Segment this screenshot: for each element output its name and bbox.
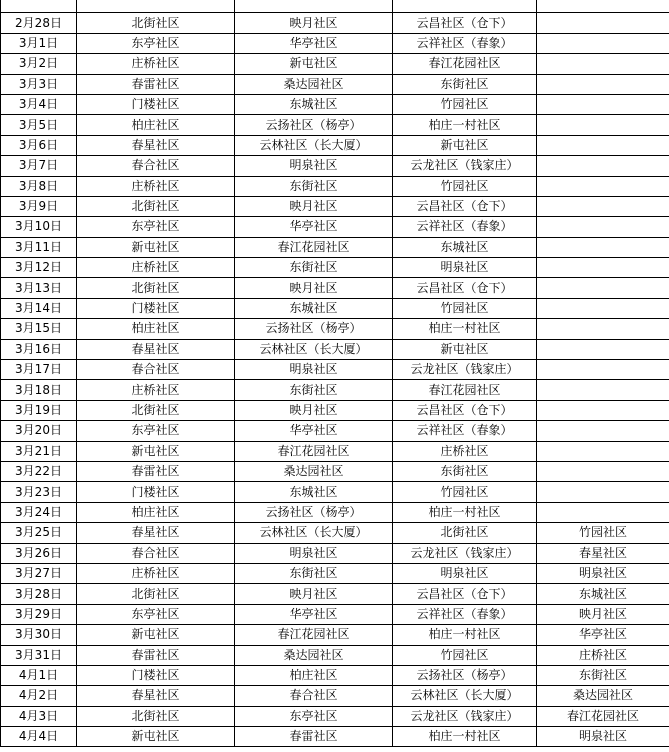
community-cell-2: 华亭社区 — [235, 217, 393, 237]
date-cell: 3月4日 — [1, 94, 77, 114]
community-cell-2: 东城社区 — [235, 298, 393, 318]
community-cell-2: 云扬社区（杨亭） — [235, 502, 393, 522]
community-cell-4: 竹园社区 — [537, 523, 669, 543]
community-cell-3: 柏庄一村社区 — [393, 115, 537, 135]
community-cell-4 — [537, 115, 669, 135]
community-cell-4 — [537, 502, 669, 522]
date-cell: 3月8日 — [1, 176, 77, 196]
community-cell-3: 云昌社区（仓下） — [393, 196, 537, 216]
community-cell-1: 庄桥社区 — [77, 380, 235, 400]
date-cell: 3月12日 — [1, 258, 77, 278]
date-cell: 3月27日 — [1, 563, 77, 583]
community-cell-2: 桑达园社区 — [235, 645, 393, 665]
community-cell-2: 柏庄社区 — [235, 665, 393, 685]
community-cell-1: 新屯社区 — [77, 727, 235, 747]
community-cell-4 — [537, 319, 669, 339]
community-cell-2: 华亭社区 — [235, 33, 393, 53]
table-row — [1, 298, 669, 318]
date-cell: 3月9日 — [1, 196, 77, 216]
community-cell-4: 东街社区 — [537, 665, 669, 685]
community-cell-3: 云龙社区（钱家庄） — [393, 706, 537, 726]
community-cell-4 — [537, 74, 669, 94]
table-row — [1, 727, 669, 747]
community-cell-4: 映月社区 — [537, 604, 669, 624]
community-cell-4 — [537, 94, 669, 114]
community-cell-3: 柏庄一村社区 — [393, 625, 537, 645]
date-cell: 3月7日 — [1, 156, 77, 176]
table-row — [1, 625, 669, 645]
community-cell-3: 柏庄一村社区 — [393, 502, 537, 522]
community-cell-3: 竹园社区 — [393, 176, 537, 196]
date-cell: 3月2日 — [1, 54, 77, 74]
community-cell-2: 东城社区 — [235, 482, 393, 502]
community-cell-4 — [537, 298, 669, 318]
community-cell-2: 云林社区（长大厦） — [235, 523, 393, 543]
community-cell-1: 门楼社区 — [77, 94, 235, 114]
community-cell-4: 东城社区 — [537, 584, 669, 604]
community-cell-4 — [537, 461, 669, 481]
community-cell-1: 北街社区 — [77, 400, 235, 420]
community-cell-3: 春江花园社区 — [393, 380, 537, 400]
table-row — [1, 645, 669, 665]
community-cell-2: 明泉社区 — [235, 543, 393, 563]
community-cell-4 — [537, 339, 669, 359]
community-cell-1: 新屯社区 — [77, 441, 235, 461]
community-cell-3: 竹园社区 — [393, 94, 537, 114]
community-cell-1: 春合社区 — [77, 360, 235, 380]
table-row — [1, 360, 669, 380]
community-cell-1: 北街社区 — [77, 706, 235, 726]
community-cell-3: 北街社区 — [393, 523, 537, 543]
community-cell-3: 明泉社区 — [393, 258, 537, 278]
date-cell: 3月28日 — [1, 584, 77, 604]
table-row — [1, 319, 669, 339]
community-cell-1: 东亭社区 — [77, 217, 235, 237]
community-cell-1: 北街社区 — [77, 584, 235, 604]
community-cell-3: 云龙社区（钱家庄） — [393, 543, 537, 563]
community-cell-1: 庄桥社区 — [77, 563, 235, 583]
table-row — [1, 176, 669, 196]
table-row — [1, 706, 669, 726]
community-cell-3: 春江花园社区 — [393, 54, 537, 74]
community-cell-2: 映月社区 — [235, 584, 393, 604]
community-cell-1: 春合社区 — [77, 543, 235, 563]
community-cell-3: 竹园社区 — [393, 298, 537, 318]
table-row — [1, 258, 669, 278]
community-cell-1: 春雷社区 — [77, 461, 235, 481]
table-row — [1, 543, 669, 563]
table-row — [1, 604, 669, 624]
community-cell-4 — [537, 33, 669, 53]
date-cell: 3月31日 — [1, 645, 77, 665]
community-cell-1: 柏庄社区 — [77, 115, 235, 135]
community-cell-3: 东街社区 — [393, 461, 537, 481]
date-cell: 4月2日 — [1, 686, 77, 706]
community-cell-4: 明泉社区 — [537, 727, 669, 747]
table-row — [1, 74, 669, 94]
community-cell-2: 云扬社区（杨亭） — [235, 115, 393, 135]
date-cell: 3月17日 — [1, 360, 77, 380]
table-row — [1, 0, 669, 13]
date-cell: 3月6日 — [1, 135, 77, 155]
community-cell-2: 春合社区 — [235, 686, 393, 706]
community-cell-1: 北街社区 — [77, 196, 235, 216]
table-row — [1, 400, 669, 420]
community-cell-2: 东街社区 — [235, 563, 393, 583]
community-cell-4: 明泉社区 — [537, 563, 669, 583]
community-cell-1: 庄桥社区 — [77, 176, 235, 196]
community-cell-4 — [537, 156, 669, 176]
table-row — [1, 278, 669, 298]
community-cell-3: 云祥社区（春象） — [393, 604, 537, 624]
community-cell-2: 映月社区 — [235, 400, 393, 420]
date-cell: 3月1日 — [1, 33, 77, 53]
community-cell-1: 柏庄社区 — [77, 502, 235, 522]
community-cell-2: 映月社区 — [235, 278, 393, 298]
community-cell-4: 春江花园社区 — [537, 706, 669, 726]
community-cell-4 — [537, 13, 669, 33]
community-cell-2: 明泉社区 — [235, 360, 393, 380]
date-cell: 2月28日 — [1, 13, 77, 33]
community-cell-2: 桑达园社区 — [235, 461, 393, 481]
community-cell-3: 明泉社区 — [393, 563, 537, 583]
community-cell-4: 华亭社区 — [537, 625, 669, 645]
community-cell-2: 明泉社区 — [235, 156, 393, 176]
table-row — [1, 156, 669, 176]
date-cell: 4月3日 — [1, 706, 77, 726]
community-cell-2: 东街社区 — [235, 258, 393, 278]
table-row — [1, 441, 669, 461]
community-cell-3: 竹园社区 — [393, 645, 537, 665]
date-cell: 3月22日 — [1, 461, 77, 481]
community-cell-3: 柏庄一村社区 — [393, 319, 537, 339]
date-cell: 3月11日 — [1, 237, 77, 257]
date-cell: 3月19日 — [1, 400, 77, 420]
community-cell-1: 北街社区 — [77, 13, 235, 33]
community-cell-4 — [537, 196, 669, 216]
date-cell: 3月29日 — [1, 604, 77, 624]
table-row — [1, 380, 669, 400]
community-cell-2: 东街社区 — [235, 176, 393, 196]
community-cell-1: 柏庄社区 — [77, 319, 235, 339]
date-cell: 3月14日 — [1, 298, 77, 318]
table-row — [1, 94, 669, 114]
community-cell-3: 云祥社区（春象） — [393, 33, 537, 53]
table-row — [1, 135, 669, 155]
schedule-table-body — [1, 0, 669, 747]
community-cell-4 — [537, 135, 669, 155]
date-cell: 3月16日 — [1, 339, 77, 359]
community-cell-1: 春雷社区 — [77, 645, 235, 665]
table-row — [1, 217, 669, 237]
community-cell-1: 新屯社区 — [77, 237, 235, 257]
community-cell-4 — [537, 176, 669, 196]
date-cell: 3月5日 — [1, 115, 77, 135]
community-cell-2: 东城社区 — [235, 94, 393, 114]
community-cell-4 — [537, 421, 669, 441]
date-cell: 3月13日 — [1, 278, 77, 298]
community-cell-1: 门楼社区 — [77, 665, 235, 685]
community-cell-4 — [537, 400, 669, 420]
community-cell-2: 云林社区（长大厦） — [235, 339, 393, 359]
community-cell-1: 春星社区 — [77, 135, 235, 155]
date-cell: 3月24日 — [1, 502, 77, 522]
table-row — [1, 665, 669, 685]
community-cell-1: 春星社区 — [77, 339, 235, 359]
date-cell: 3月10日 — [1, 217, 77, 237]
date-cell: 3月23日 — [1, 482, 77, 502]
date-cell: 4月4日 — [1, 727, 77, 747]
community-cell-3 — [393, 0, 537, 13]
table-row — [1, 33, 669, 53]
community-cell-3: 云林社区（长大厦） — [393, 686, 537, 706]
community-cell-2: 春江花园社区 — [235, 625, 393, 645]
date-cell: 3月15日 — [1, 319, 77, 339]
date-cell: 3月3日 — [1, 74, 77, 94]
community-cell-3: 云龙社区（钱家庄） — [393, 360, 537, 380]
table-row — [1, 584, 669, 604]
table-row — [1, 237, 669, 257]
community-cell-2: 映月社区 — [235, 196, 393, 216]
table-row — [1, 523, 669, 543]
community-cell-3: 新屯社区 — [393, 339, 537, 359]
table-row — [1, 502, 669, 522]
date-cell: 3月21日 — [1, 441, 77, 461]
community-cell-3: 新屯社区 — [393, 135, 537, 155]
table-row — [1, 461, 669, 481]
date-cell: 3月30日 — [1, 625, 77, 645]
community-cell-1: 东亭社区 — [77, 604, 235, 624]
community-cell-2: 新屯社区 — [235, 54, 393, 74]
community-cell-1: 春合社区 — [77, 156, 235, 176]
date-cell: 3月20日 — [1, 421, 77, 441]
community-cell-2: 东亭社区 — [235, 706, 393, 726]
community-cell-3: 云昌社区（仓下） — [393, 584, 537, 604]
date-cell: 3月25日 — [1, 523, 77, 543]
table-row — [1, 13, 669, 33]
table-row — [1, 686, 669, 706]
community-cell-1: 东亭社区 — [77, 33, 235, 53]
community-cell-3: 竹园社区 — [393, 482, 537, 502]
community-cell-2: 华亭社区 — [235, 421, 393, 441]
community-cell-4 — [537, 0, 669, 13]
community-cell-1: 庄桥社区 — [77, 258, 235, 278]
community-cell-4 — [537, 441, 669, 461]
community-cell-4: 春星社区 — [537, 543, 669, 563]
community-cell-3: 庄桥社区 — [393, 441, 537, 461]
community-cell-3: 云祥社区（春象） — [393, 421, 537, 441]
community-cell-3: 东街社区 — [393, 74, 537, 94]
community-cell-4 — [537, 380, 669, 400]
community-cell-2 — [235, 0, 393, 13]
community-cell-3: 云祥社区（春象） — [393, 217, 537, 237]
community-cell-4 — [537, 258, 669, 278]
community-cell-4 — [537, 360, 669, 380]
community-cell-4 — [537, 278, 669, 298]
community-cell-2: 映月社区 — [235, 13, 393, 33]
community-cell-1: 门楼社区 — [77, 482, 235, 502]
table-row — [1, 115, 669, 135]
community-cell-4 — [537, 237, 669, 257]
community-cell-1: 春雷社区 — [77, 74, 235, 94]
community-cell-1 — [77, 0, 235, 13]
community-cell-1: 春星社区 — [77, 523, 235, 543]
community-cell-1: 东亭社区 — [77, 421, 235, 441]
community-cell-2: 桑达园社区 — [235, 74, 393, 94]
table-row — [1, 339, 669, 359]
community-cell-3: 云昌社区（仓下） — [393, 278, 537, 298]
community-cell-2: 春雷社区 — [235, 727, 393, 747]
community-cell-3: 柏庄一村社区 — [393, 727, 537, 747]
table-row — [1, 482, 669, 502]
table-row — [1, 196, 669, 216]
community-cell-2: 华亭社区 — [235, 604, 393, 624]
community-cell-2: 云扬社区（杨亭） — [235, 319, 393, 339]
community-cell-3: 云昌社区（仓下） — [393, 400, 537, 420]
community-cell-4 — [537, 482, 669, 502]
table-row — [1, 54, 669, 74]
community-cell-4 — [537, 54, 669, 74]
community-cell-2: 春江花园社区 — [235, 441, 393, 461]
community-cell-4 — [537, 217, 669, 237]
community-cell-1: 门楼社区 — [77, 298, 235, 318]
community-cell-1: 春星社区 — [77, 686, 235, 706]
date-cell: 3月26日 — [1, 543, 77, 563]
community-cell-4: 桑达园社区 — [537, 686, 669, 706]
community-cell-1: 新屯社区 — [77, 625, 235, 645]
community-cell-3: 云扬社区（杨亭） — [393, 665, 537, 685]
table-row — [1, 563, 669, 583]
community-cell-2: 东街社区 — [235, 380, 393, 400]
community-cell-3: 云龙社区（钱家庄） — [393, 156, 537, 176]
community-cell-1: 北街社区 — [77, 278, 235, 298]
community-cell-4: 庄桥社区 — [537, 645, 669, 665]
community-cell-2: 云林社区（长大厦） — [235, 135, 393, 155]
table-row — [1, 421, 669, 441]
date-cell: 4月1日 — [1, 665, 77, 685]
community-cell-3: 东城社区 — [393, 237, 537, 257]
community-cell-2: 春江花园社区 — [235, 237, 393, 257]
community-cell-3: 云昌社区（仓下） — [393, 13, 537, 33]
community-cell-1: 庄桥社区 — [77, 54, 235, 74]
date-cell — [1, 0, 77, 13]
date-cell: 3月18日 — [1, 380, 77, 400]
